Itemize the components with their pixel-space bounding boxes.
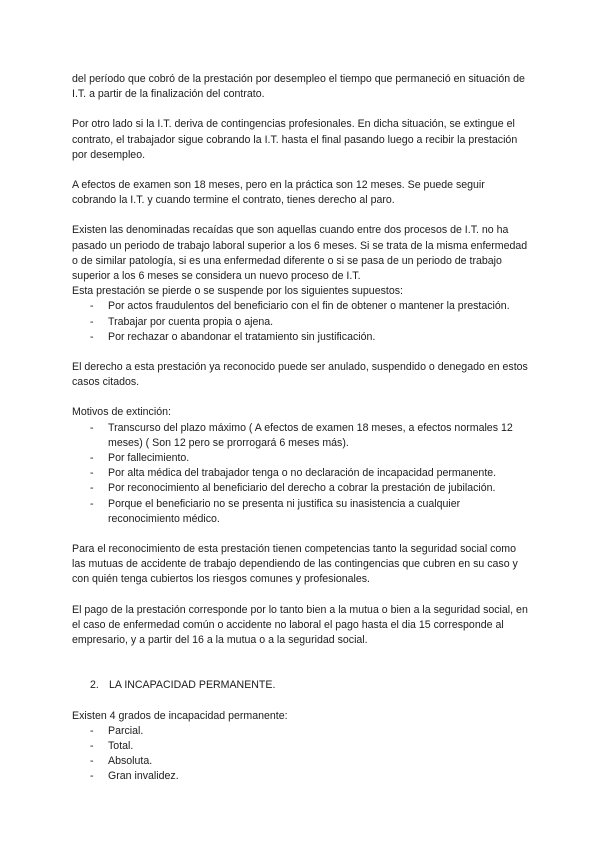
paragraph: Por otro lado si la I.T. deriva de contingencias profesionales. En dicha situación, se extingue el contrato, el trabajador sigue cobrando la I.T. hasta el final pasando luego a recibir la prestación por desempleo.: [72, 118, 518, 161]
list-item: - Por rechazar o abandonar el tratamiento sin justificación.: [72, 330, 530, 345]
list-item: - Por reconocimiento al beneficiario del derecho a cobrar la prestación de jubilación.: [72, 481, 530, 496]
grados-list: [72, 724, 530, 785]
paragraph: del período que cobró de la prestación por desempleo el tiempo que permaneció en situación de I.T. a partir de la finalización del contrato.: [72, 73, 525, 101]
list-item: - Por actos fraudulentos del beneficiario con el fin de obtener o mantener la prestación.: [72, 299, 530, 314]
extincion-list: [72, 421, 530, 527]
paragraph: A efectos de examen son 18 meses, pero en la práctica son 12 meses. Se puede seguir cobrando la I.T. y cuando termine el contrato, tienes derecho al paro.: [72, 179, 485, 207]
list-item: - Transcurso del plazo máximo ( A efectos de examen 18 meses, a efectos normales 12 meses) ( Son 12 pero se prorrogará 6 meses más).: [72, 421, 530, 451]
paragraph: El pago de la prestación corresponde por lo tanto bien a la mutua o bien a la seguridad social, en el caso de enfermedad común o accidente no laboral el pago hasta el dia 15 corresponde al empresario, y a partir del 16 a la mutua o a la seguridad social.: [72, 603, 528, 647]
document-body: [72, 72, 530, 785]
section-number: 2.: [90, 679, 99, 692]
paragraph: Motivos de extinción:: [72, 406, 171, 419]
paragraph: Para el reconocimiento de esta prestación tienen competencias tanto la seguridad social como las mutuas de accidente de trabajo dependiendo de las contingencias que cubren en su caso y con quién tenga cubiertos los riesgos comunes y profesionales.: [72, 543, 518, 586]
list-item: - Trabajar por cuenta propia o ajena.: [72, 315, 530, 330]
paragraph: Existen las denominadas recaídas que son aquellas cuando entre dos procesos de I.T. no ha pasado un periodo de trabajo laboral superior a los 6 meses. Si se trata de la misma enfermedad o de similar patología, si es una enfermedad diferente o si se pasa de un periodo de trabajo superior a los 6 meses se considera un nuevo proceso de I.T.: [72, 224, 528, 283]
list-item: - Parcial.: [72, 724, 530, 739]
list-item: - Por alta médica del trabajador tenga o no declaración de incapacidad permanente.: [72, 466, 530, 481]
section-heading: [72, 678, 530, 693]
list-item: - Por fallecimiento.: [72, 451, 530, 466]
section-title: LA INCAPACIDAD PERMANENTE.: [109, 679, 276, 692]
paragraph: Esta prestación se pierde o se suspende por los siguientes supuestos:: [72, 285, 403, 298]
paragraph: Existen 4 grados de incapacidad permanente:: [72, 709, 288, 722]
list-item: - Porque el beneficiario no se presenta ni justifica su inasistencia a cualquier reconocimiento médico.: [72, 497, 530, 527]
list-item: - Gran invalidez.: [72, 769, 530, 784]
paragraph: El derecho a esta prestación ya reconocido puede ser anulado, suspendido o denegado en estos casos citados.: [72, 361, 528, 389]
suspension-list: [72, 299, 530, 345]
list-item: - Absoluta.: [72, 754, 530, 769]
list-item: - Total.: [72, 739, 530, 754]
